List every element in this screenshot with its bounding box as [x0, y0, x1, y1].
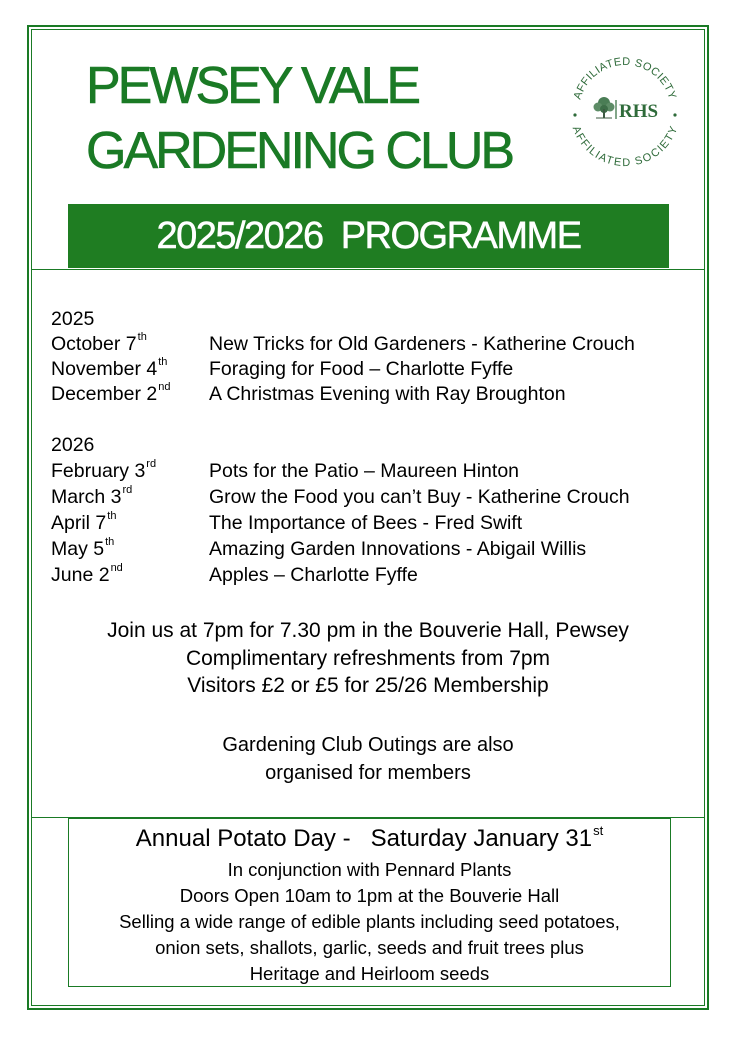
potato-day-line: Heritage and Heirloom seeds [249, 963, 490, 984]
potato-day-line: In conjunction with Pennard Plants [227, 859, 512, 880]
event-row [51, 333, 691, 359]
potato-day-line: Selling a wide range of edible plants including seed potatoes, [119, 911, 620, 932]
rhs-affiliated-logo [563, 49, 687, 173]
event-title: Apples – Charlotte Fyffe [209, 564, 418, 586]
venue-info [31, 617, 705, 700]
event-title: Grow the Food you can’t Buy - Katherine Crouch [209, 486, 630, 508]
event-title: New Tricks for Old Gardeners - Katherine Crouch [209, 333, 635, 355]
event-date: December 2nd [51, 381, 171, 405]
event-row [51, 538, 691, 564]
event-title: Foraging for Food – Charlotte Fyffe [209, 358, 514, 380]
event-row [51, 460, 691, 486]
event-title: Pots for the Patio – Maureen Hinton [209, 460, 520, 482]
event-title: Amazing Garden Innovations - Abigail Willis [209, 538, 587, 560]
event-date: November 4th [51, 356, 168, 380]
programme-banner [68, 204, 669, 268]
logo-text-top: AFFILIATED SOCIETY [571, 55, 679, 101]
event-row [51, 383, 691, 409]
event-date: October 7th [51, 331, 147, 355]
event-date: April 7th [51, 510, 117, 534]
event-row [51, 512, 691, 538]
tree-icon [594, 97, 615, 118]
outings-line: organised for members [265, 762, 471, 784]
event-row [51, 358, 691, 384]
event-row [51, 486, 691, 512]
logo-text-bottom: AFFILIATED SOCIETY [569, 124, 681, 170]
programme-banner-text: 2025/2026 PROGRAMME [156, 214, 581, 257]
potato-day-details [69, 857, 670, 987]
event-date: March 3rd [51, 484, 133, 508]
visitors-line: Visitors £2 or £5 for 25/26 Membership [187, 674, 549, 697]
outings-info [31, 731, 705, 787]
refreshments-line: Complimentary refreshments from 7pm [185, 646, 551, 670]
divider-header [31, 269, 705, 270]
potato-day-line: Doors Open 10am to 1pm at the Bouverie Hall [179, 885, 560, 906]
year-heading-2026: 2026 [51, 434, 95, 456]
event-title: A Christmas Evening with Ray Broughton [209, 383, 566, 405]
event-date: May 5th [51, 536, 115, 560]
event-date: February 3rd [51, 458, 157, 482]
year-heading-2025: 2025 [51, 308, 95, 330]
event-title: The Importance of Bees - Fred Swift [209, 512, 523, 534]
club-title-line2: GARDENING CLUB [86, 122, 513, 180]
venue-line: Join us at 7pm for 7.30 pm in the Bouverie Hall, Pewsey [107, 619, 629, 642]
potato-day-line: onion sets, shallots, garlic, seeds and fruit trees plus [155, 937, 584, 958]
potato-day-box [68, 818, 671, 987]
outings-line: Gardening Club Outings are also [222, 734, 514, 756]
event-date: June 2nd [51, 562, 123, 586]
potato-day-title: Annual Potato Day - Saturday January 31st [135, 823, 604, 852]
event-row [51, 564, 691, 590]
club-title-line1: PEWSEY VALE [86, 57, 419, 115]
logo-rhs-mark: RHS [619, 101, 659, 122]
